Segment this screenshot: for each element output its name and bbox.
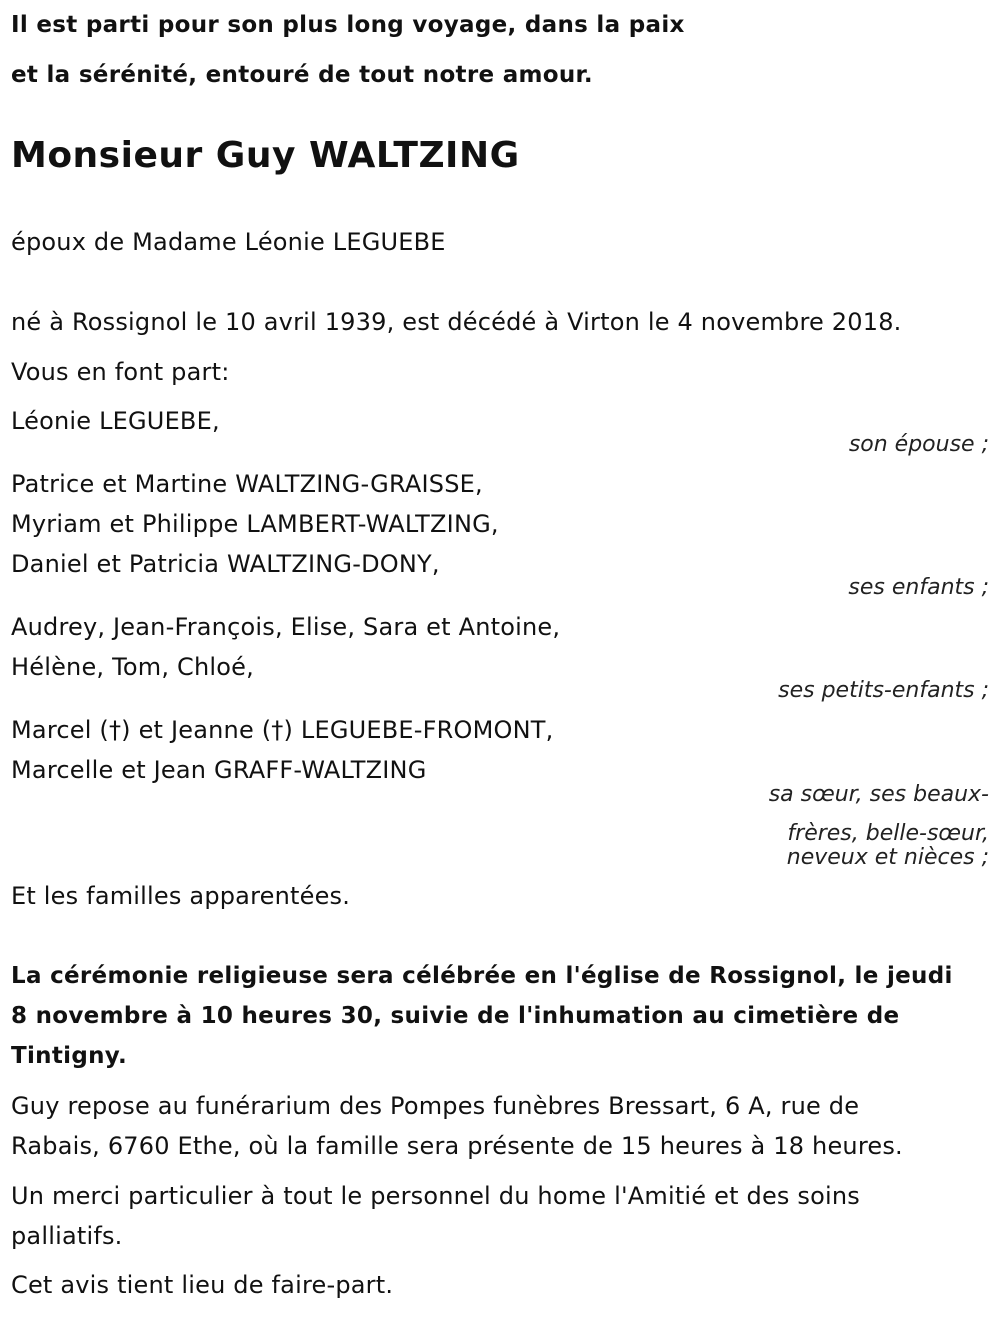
family-role-line: ses petits-enfants ; bbox=[778, 678, 989, 703]
family-role-line: frères, belle-sœur, bbox=[787, 821, 989, 846]
intro-line-2: et la sérénité, entouré de tout notre amour. bbox=[11, 62, 593, 88]
family-role-line: neveux et nièces ; bbox=[786, 845, 989, 870]
family-name-line: Léonie LEGUEBE, bbox=[11, 407, 220, 435]
ceremony-line: Tintigny. bbox=[11, 1043, 127, 1069]
family-name-line: Marcelle et Jean GRAFF-WALTZING bbox=[11, 756, 427, 784]
family-name-line: Marcel (†) et Jeanne (†) LEGUEBE-FROMONT, bbox=[11, 716, 554, 744]
funerarium-line: Guy repose au funérarium des Pompes funèbres Bressart, 6 A, rue de bbox=[11, 1092, 860, 1120]
family-role-line: son épouse ; bbox=[848, 432, 989, 457]
announcement-line: Vous en font part: bbox=[11, 358, 230, 386]
funerarium-line: Rabais, 6760 Ethe, où la famille sera présente de 15 heures à 18 heures. bbox=[11, 1132, 903, 1160]
intro-line-1: Il est parti pour son plus long voyage, dans la paix bbox=[11, 12, 685, 38]
birth-death-line: né à Rossignol le 10 avril 1939, est décédé à Virton le 4 novembre 2018. bbox=[11, 308, 902, 336]
family-name-line: Daniel et Patricia WALTZING-DONY, bbox=[11, 550, 440, 578]
family-role-line: sa sœur, ses beaux- bbox=[768, 782, 989, 807]
ceremony-line: 8 novembre à 10 heures 30, suivie de l'inhumation au cimetière de bbox=[11, 1003, 900, 1029]
spouse-line: époux de Madame Léonie LEGUEBE bbox=[11, 228, 446, 256]
deceased-name: Monsieur Guy WALTZING bbox=[11, 135, 520, 176]
thanks-line: palliatifs. bbox=[11, 1222, 123, 1250]
family-name-line: Myriam et Philippe LAMBERT-WALTZING, bbox=[11, 510, 499, 538]
family-name-line: Patrice et Martine WALTZING-GRAISSE, bbox=[11, 470, 483, 498]
thanks-line: Un merci particulier à tout le personnel du home l'Amitié et des soins bbox=[11, 1182, 861, 1210]
family-role-line: ses enfants ; bbox=[848, 575, 989, 600]
family-name-line: Hélène, Tom, Chloé, bbox=[11, 653, 254, 681]
family-name-line: Audrey, Jean-François, Elise, Sara et Antoine, bbox=[11, 613, 561, 641]
related-families-line: Et les familles apparentées. bbox=[11, 882, 351, 910]
closing-line: Cet avis tient lieu de faire-part. bbox=[11, 1271, 394, 1299]
ceremony-line: La cérémonie religieuse sera célébrée en l'église de Rossignol, le jeudi bbox=[11, 963, 953, 989]
